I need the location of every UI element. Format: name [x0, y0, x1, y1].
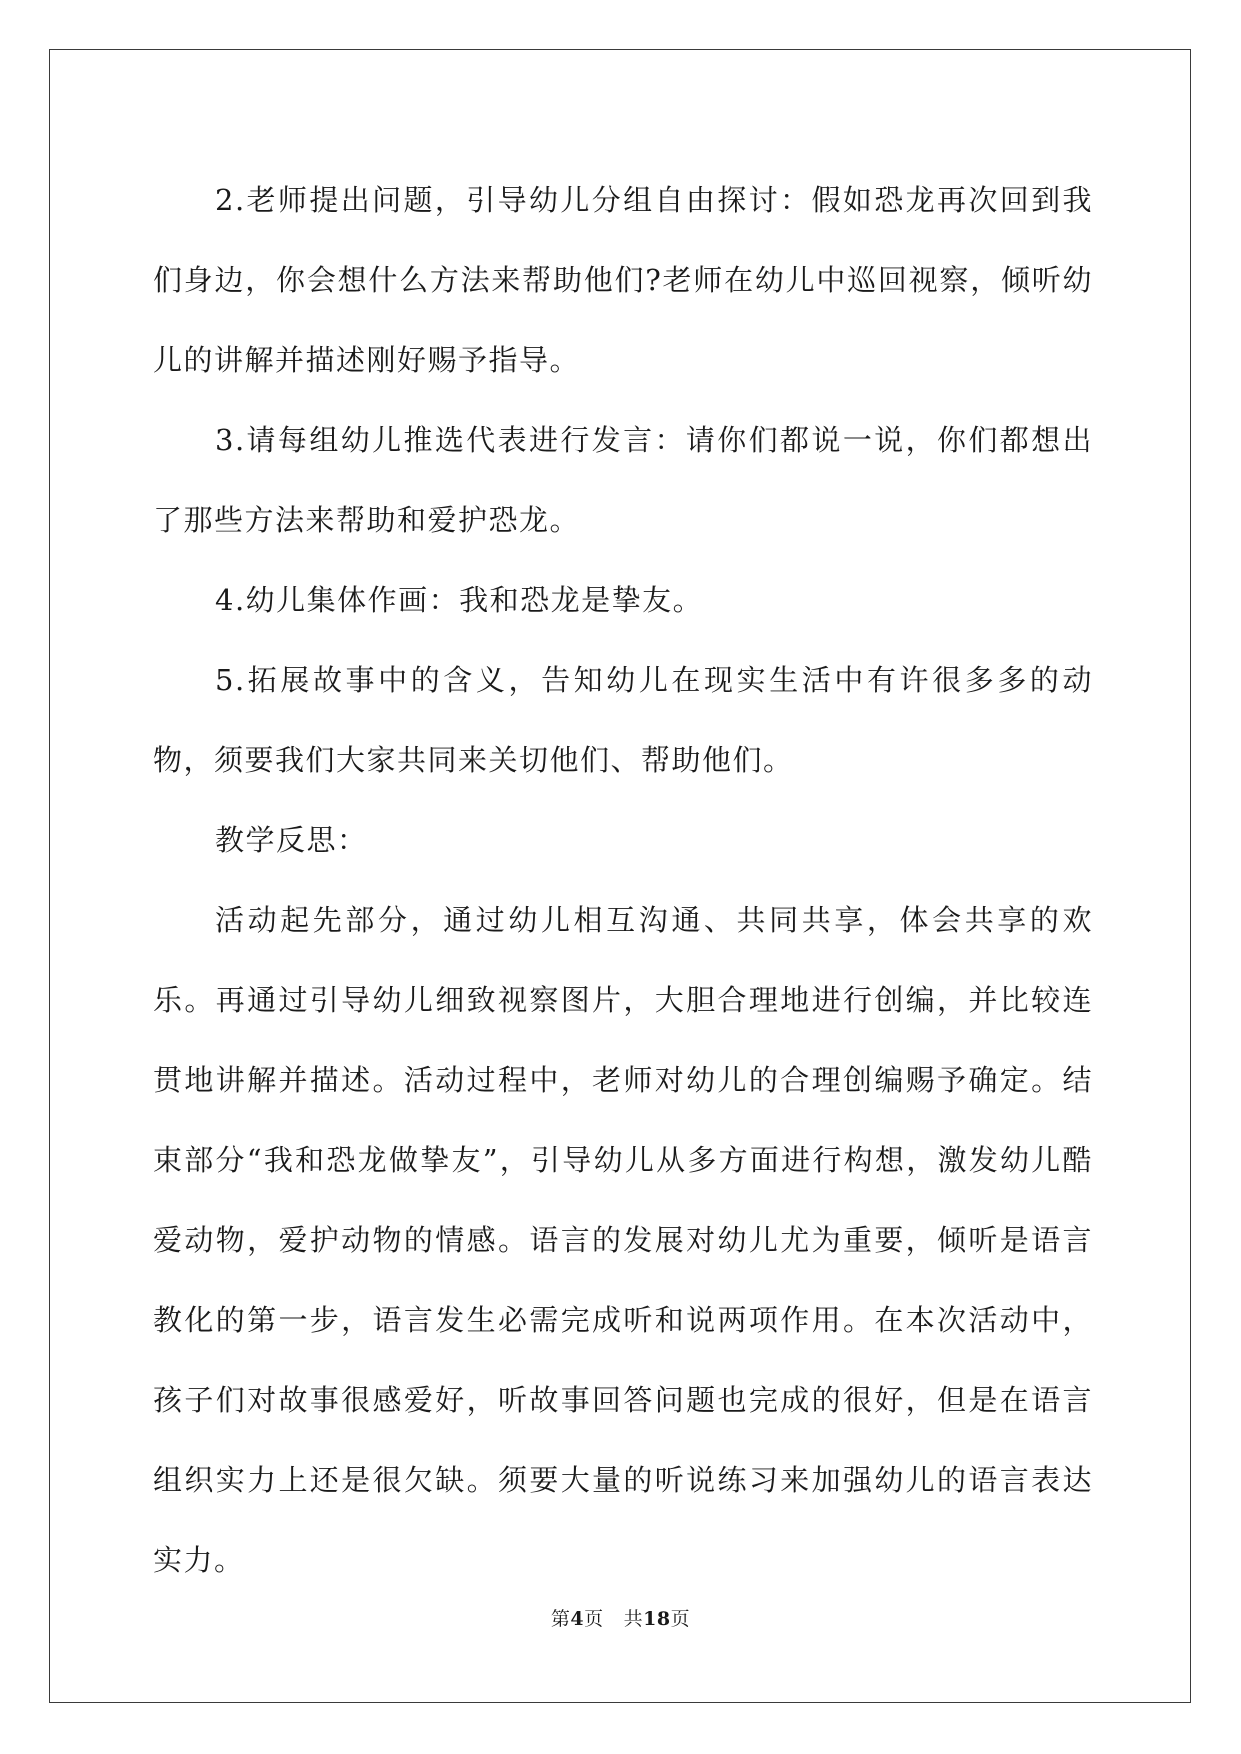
- page-prefix: 第: [550, 1608, 571, 1630]
- total-prefix: 共: [623, 1608, 644, 1630]
- document-body: [153, 160, 1093, 1600]
- total-suffix: 页: [670, 1608, 691, 1630]
- page-total: 18: [643, 1608, 671, 1630]
- page-suffix: 页: [584, 1608, 604, 1630]
- paragraph-step-3: 3.请每组幼儿推选代表进行发言：请你们都说一说，你们都想出了那些方法来帮助和爱护恐龙。: [153, 423, 1093, 537]
- paragraph-step-5: 5.拓展故事中的含义，告知幼儿在现实生活中有许很多多的动物，须要我们大家共同来关切他们、帮助他们。: [153, 663, 1093, 777]
- paragraph-reflection: 活动起先部分，通过幼儿相互沟通、共同共享，体会共享的欢乐。再通过引导幼儿细致视察图片，大胆合理地进行创编，并比较连贯地讲解并描述。活动过程中，老师对幼儿的合理创编赐予确定。结束部分“我和恐龙做挚友”，引导幼儿从多方面进行构想，激发幼儿酷爱动物，爱护动物的情感。语言的发展对幼儿尤为重要，倾听是语言教化的第一步，语言发生必需完成听和说两项作用。在本次活动中，孩子们对故事很感爱好，听故事回答问题也完成的很好，但是在语言组织实力上还是很欠缺。须要大量的听说练习来加强幼儿的语言表达实力。: [153, 903, 1093, 1577]
- paragraph-step-2: 2.老师提出问题，引导幼儿分组自由探讨：假如恐龙再次回到我们身边，你会想什么方法来帮助他们?老师在幼儿中巡回视察，倾听幼儿的讲解并描述刚好赐予指导。: [153, 183, 1093, 377]
- page-number: 4: [570, 1608, 585, 1630]
- page-footer: [0, 1604, 1241, 1631]
- paragraph-step-4: 4.幼儿集体作画：我和恐龙是挚友。: [215, 583, 704, 617]
- section-heading-reflection: 教学反思：: [215, 823, 368, 857]
